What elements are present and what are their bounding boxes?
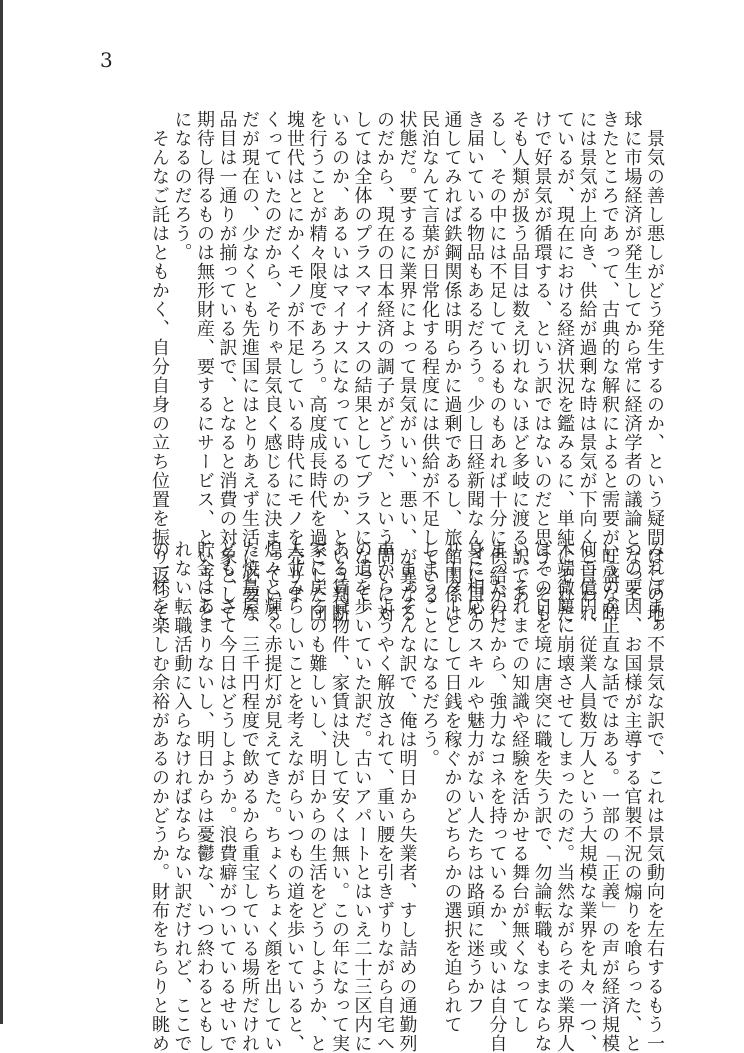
text-column: 期待し得るものは無形財産、要するにサービス、ということ bbox=[194, 110, 215, 623]
page-number: 3 bbox=[100, 48, 113, 72]
text-column: きたところであって、古典的な解釈によると需要が旺盛な時 bbox=[599, 110, 620, 623]
text-column: のだから、現在の日本経済の調子がどうだ、という問いに対 bbox=[374, 110, 395, 623]
text-column: の道を歩いていた訳だ。古いアパートとはいえ二十三区内に bbox=[351, 540, 373, 1053]
text-column: しまうことになるだろう。 bbox=[419, 540, 440, 768]
text-column: そんなご託はともかく、自分自身の立ち位置を振り返って bbox=[149, 110, 170, 623]
text-column: を行うことが精々限度であろう。高度成長時代を過ごした団 bbox=[306, 110, 328, 623]
text-column: 球に市場経済が発生してから常に経済学者の議論となって bbox=[621, 110, 643, 604]
text-column: 通してみれば鉄鋼関係は明らかに過剰であるし、旅館関係は bbox=[441, 110, 463, 623]
text-column: の一杯を楽しむ余裕があるのかどうか。財布をちらりと眺め bbox=[149, 540, 170, 1053]
text-column: 景気の善し悪しがどう発生するのか、という疑問はこの地 bbox=[644, 110, 665, 623]
text-column: 人並みらしいことを考えながらいつもの道を歩いていると、 bbox=[284, 540, 305, 1053]
text-column: くっていたのだから、そりゃ景気良く感じるに決まっている。 bbox=[261, 110, 283, 642]
text-column: い。それまでの知識や経験を活かせる舞台が無くなってし bbox=[509, 540, 530, 1034]
text-column: みればまぁ不景気な訳で、これは景気動向を左右するもう一 bbox=[644, 540, 665, 1053]
text-column: そも人類が扱う品目は数え切れないほど多岐に渡る訳であ bbox=[509, 110, 530, 604]
text-column: ているが、現在における経済状況を鑑みるに、単純にそれだ bbox=[554, 110, 575, 623]
text-column: 何百億円、従業人員数万人という大規模な業界を丸々一つ、 bbox=[576, 540, 598, 1053]
text-column: だが現在の、少なくとも先進国にはとりあえず生活に必要な bbox=[239, 110, 260, 623]
text-column: 車からようやく解放されて、重い腰を引きずりながら自宅へ bbox=[374, 540, 395, 1053]
text-block-top bbox=[85, 110, 665, 642]
text-column: いうのが正直な話ではある。一部の「正義」の声が経済規模 bbox=[599, 540, 620, 1053]
text-column: 貯金はあまりないし、明日からは憂鬱な、いつ終わるともし bbox=[194, 540, 215, 1053]
text-column: には景気が上向き、供給が過剰な時は景気が下向くと言われ bbox=[576, 110, 598, 623]
text-column: 塊世代はとにかくモノが不足している時代にモノを売りま bbox=[284, 110, 305, 604]
text-column: 品目は一通りが揃っている訳で、となると消費の対象として bbox=[216, 110, 238, 623]
text-block-bottom bbox=[85, 540, 665, 1053]
text-column: 状態だ。要するに業界によって景気がいい、悪い、が異なる bbox=[396, 110, 418, 623]
text-column: になるのだろう。 bbox=[171, 110, 193, 262]
text-column: けで好景気が循環する、という訳ではないのだと思う。そも bbox=[531, 110, 553, 623]
text-column: はその日を境に唐突に職を失う訳で、勿論転職もままならな bbox=[531, 540, 553, 1053]
text-column: 家に戻るのも難しいし、明日からの生活をどうしようか、と bbox=[306, 540, 328, 1053]
text-column: 民泊なんて言葉が日常化する程度には供給が不足している bbox=[419, 110, 440, 604]
text-column: まったのだから、強力なコネを持っているか、或いは自分自 bbox=[486, 540, 508, 1053]
text-column: 煌々と輝く赤提灯が見えてきた。ちょくちょく顔を出してい bbox=[261, 540, 283, 1053]
text-column: 身に相応のスキルや魅力がない人たちは路頭に迷うかフ bbox=[464, 540, 485, 1015]
text-column: しては全体のプラスマイナスの結果としてプラスになって bbox=[351, 110, 373, 604]
text-column: まぁそんな訳で、俺は明日から失業者、すし詰めの通勤列 bbox=[396, 540, 418, 1053]
text-column: ども、さて今日はどうしようか。浪費癖がついているせいで bbox=[216, 540, 238, 1053]
text-column: ある賃貸物件、家賃は決して安くは無い。この年になって実 bbox=[329, 540, 350, 1053]
text-column: つの要因、お国様が主導する官製不況の煽りを喰らった、と bbox=[621, 540, 643, 1053]
text-column: 木端微塵に崩壊させてしまったのだ。当然ながらその業界人 bbox=[554, 540, 575, 1053]
text-column: き届いている物品もあるだろう。少し日経新聞なんざに目を bbox=[464, 110, 485, 623]
text-column: るし、その中には不足しているものもあれば十分に供給が行 bbox=[486, 110, 508, 623]
page-edge-rule bbox=[0, 0, 3, 1024]
text-column: いるのか、あるいはマイナスになっているのか、という判断 bbox=[329, 110, 350, 623]
text-column: リーターとして日銭を稼ぐかのどちらかの選択を迫られて bbox=[441, 540, 463, 1034]
text-column: れない転職活動に入らなければならない訳だけれど、ここで bbox=[171, 540, 193, 1053]
text-column: た焼鳥屋、三千円程度で飲めるから重宝している場所だけれ bbox=[239, 540, 260, 1053]
